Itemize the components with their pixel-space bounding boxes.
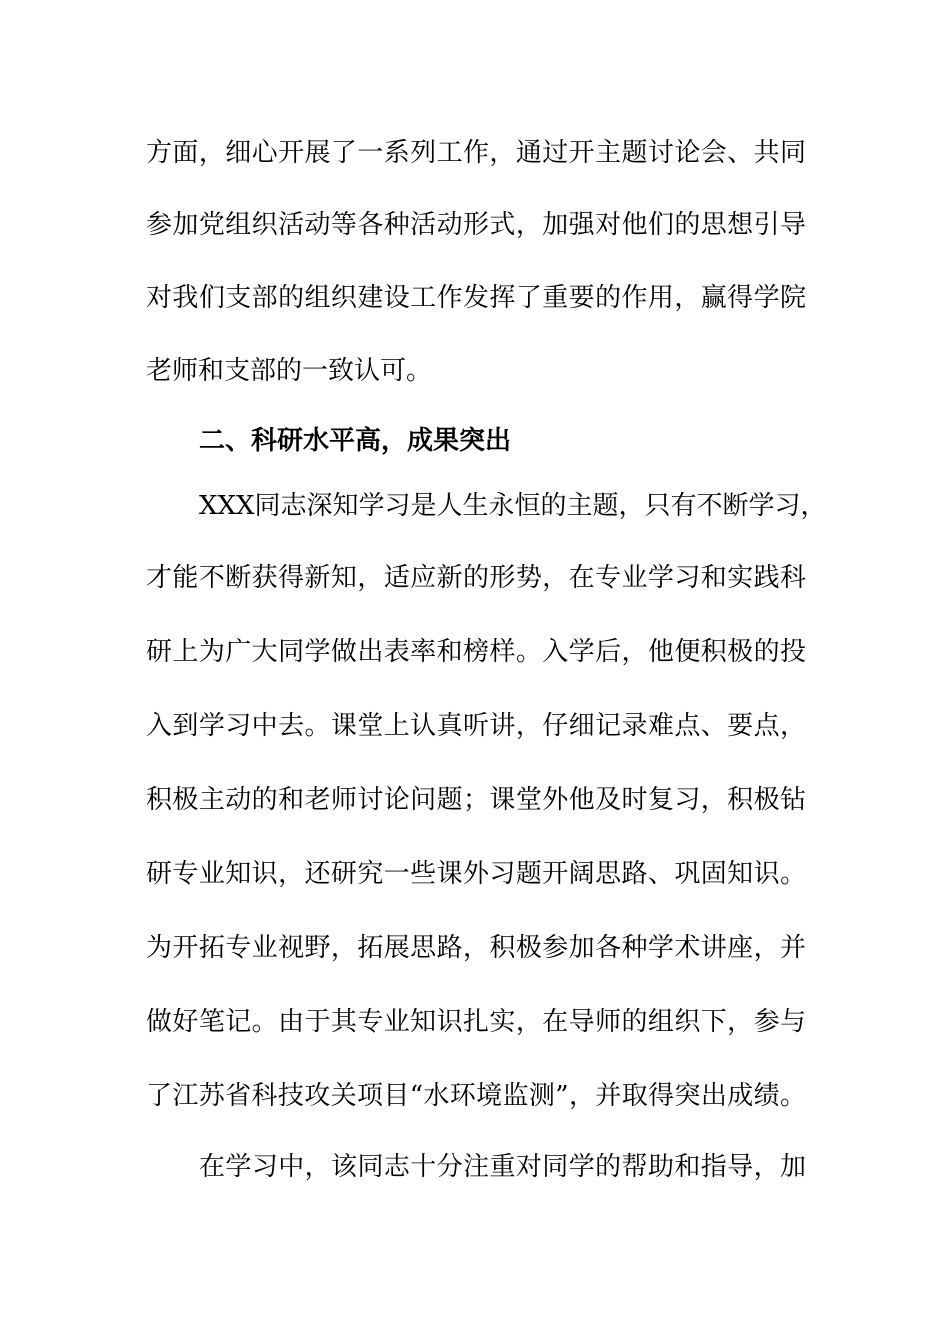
paragraph-2-line-4: 入到学习中去。课堂上认真听讲，仔细记录难点、要点， [146,711,806,741]
paragraph-1-line-4: 老师和支部的一致认可。 [146,356,433,386]
paragraph-2-line-5: 积极主动的和老师讨论问题；课堂外他及时复习，积极钻 [146,785,806,815]
paragraph-1-line-3: 对我们支部的组织建设工作发挥了重要的作用，赢得学院 [146,283,806,313]
paragraph-2-line-9: 了江苏省科技攻关项目“水环境监测”，并取得突出成绩。 [146,1081,806,1111]
paragraph-3-line-1: 在学习中，该同志十分注重对同学的帮助和指导，加 [199,1152,806,1182]
paragraph-2-line-2: 才能不断获得新知，适应新的形势，在专业学习和实践科 [146,563,806,593]
paragraph-2-line-8: 做好笔记。由于其专业知识扎实，在导师的组织下，参与 [146,1007,806,1037]
paragraph-2-line-6: 研专业知识，还研究一些课外习题开阔思路、巩固知识。 [146,859,806,889]
paragraph-2-line-3: 研上为广大同学做出表率和榜样。入学后，他便积极的投 [146,637,806,667]
paragraph-2-line-1: XXX同志深知学习是人生永恒的主题，只有不断学习， [199,491,827,521]
paragraph-1-line-1: 方面，细心开展了一系列工作，通过开主题讨论会、共同 [146,138,806,168]
paragraph-1-line-2: 参加党组织活动等各种活动形式，加强对他们的思想引导 [146,210,806,240]
section-heading: 二、科研水平高，成果突出 [199,426,512,456]
paragraph-2-line-7: 为开拓专业视野，拓展思路，积极参加各种学术讲座，并 [146,933,806,963]
